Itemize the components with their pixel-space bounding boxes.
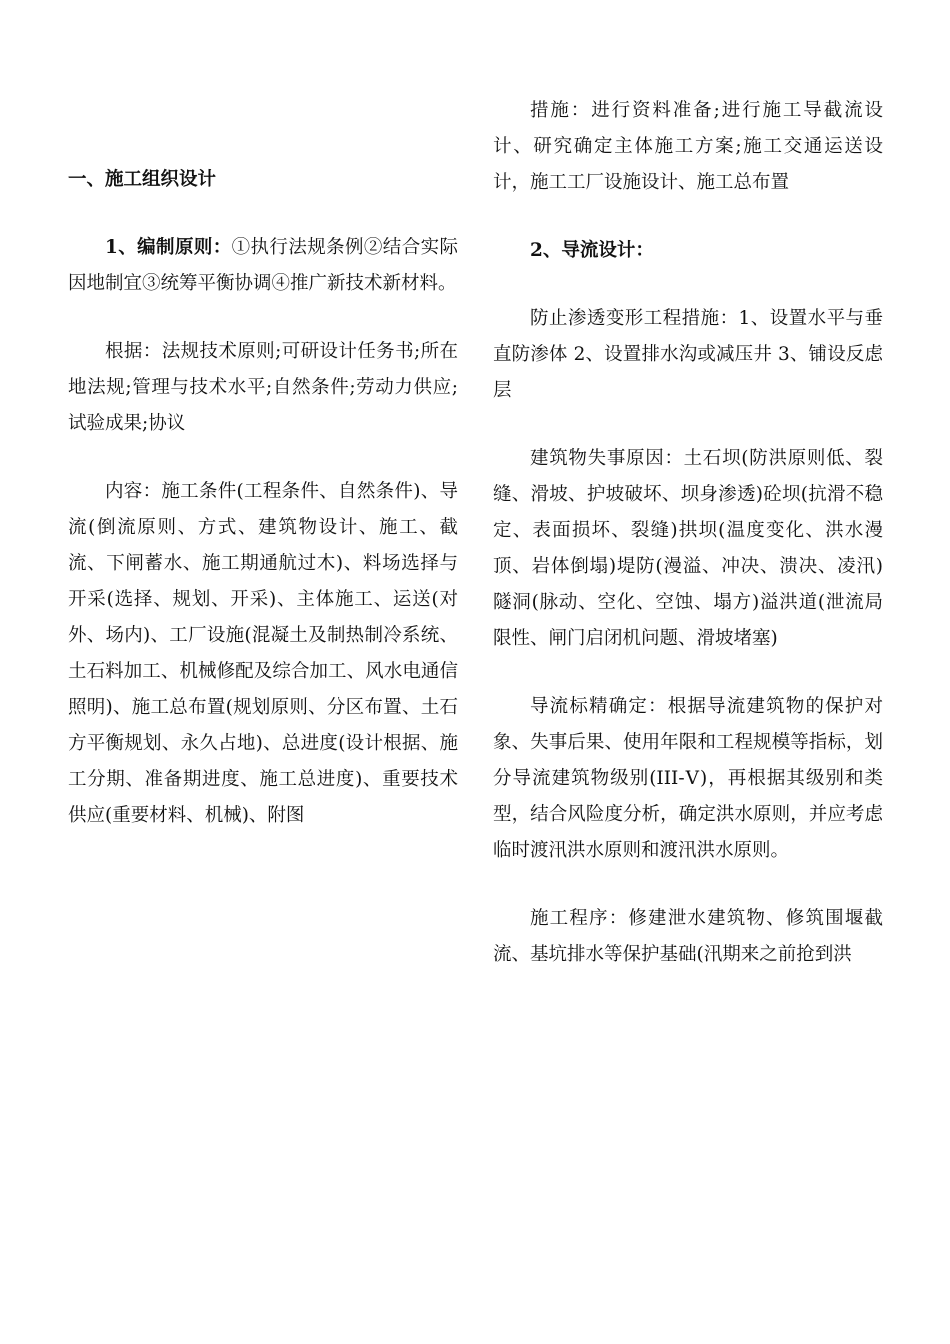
item1-text: ①执行法规条例②结合实际因地制宜③统筹平衡协调④推广新技术新材料。 — [68, 237, 458, 294]
failure-causes-paragraph: 建筑物失事原因：土石坝(防洪原则低、裂缝、滑坡、护坡破坏、坝身渗透)砼坝(抗滑不稳定、表面损坏、裂缝)拱坝(温度变化、洪水漫顶、岩体倒塌)堤防(漫溢、冲决、溃决、凌汛)隧洞(脉动、空化、空蚀、塌方)溢洪道(泄流局限性、闸门启闭机问题、滑坡堵塞) — [493, 448, 883, 649]
diversion-standard-paragraph: 导流标精确定：根据导流建筑物的保护对象、失事后果、使用年限和工程规模等指标，划分导流建筑物级别(III-Ⅴ)，再根据其级别和类型，结合风险度分析，确定洪水原则，并应考虑临时渡汛洪水原则和渡汛洪水原则。 — [493, 696, 883, 861]
content-paragraph: 内容：施工条件(工程条件、自然条件)、导流(倒流原则、方式、建筑物设计、施工、截流、下闸蓄水、施工期通航过木)、料场选择与开采(选择、规划、开采)、主体施工、运送(对外、场内)、工厂设施(混凝土及制热制冷系统、土石料加工、机械修配及综合加工、风水电通信照明)、施工总布置(规划原则、分区布置、土石方平衡规划、永久占地)、总进度(设计根据、施工分期、准备期进度、施工总进度)、重要技术供应(重要材料、机械)、附图 — [68, 481, 458, 826]
left-column — [68, 0, 458, 834]
measures-paragraph: 措施：进行资料准备;进行施工导截流设计、研究确定主体施工方案;施工交通运送设计，施工工厂设施设计、施工总布置 — [493, 100, 883, 193]
seepage-measures-paragraph: 防止渗透变形工程措施：1、设置水平与垂直防渗体 2、设置排水沟或减压井 3、铺设反虑层 — [493, 308, 883, 401]
item1-label: 1、编制原则： — [105, 237, 232, 258]
construction-procedure-paragraph: 施工程序：修建泄水建筑物、修筑围堰截流、基坑排水等保护基础(汛期来之前抢到洪 — [493, 908, 883, 965]
basis-paragraph: 根据：法规技术原则;可研设计任务书;所在地法规;管理与技术水平;自然条件;劳动力供应;试验成果;协议 — [68, 341, 458, 434]
item2-heading: 2、导流设计： — [530, 240, 654, 261]
right-column — [493, 0, 883, 973]
section-title: 一、施工组织设计 — [68, 169, 217, 190]
compile-principles-paragraph — [68, 230, 458, 302]
